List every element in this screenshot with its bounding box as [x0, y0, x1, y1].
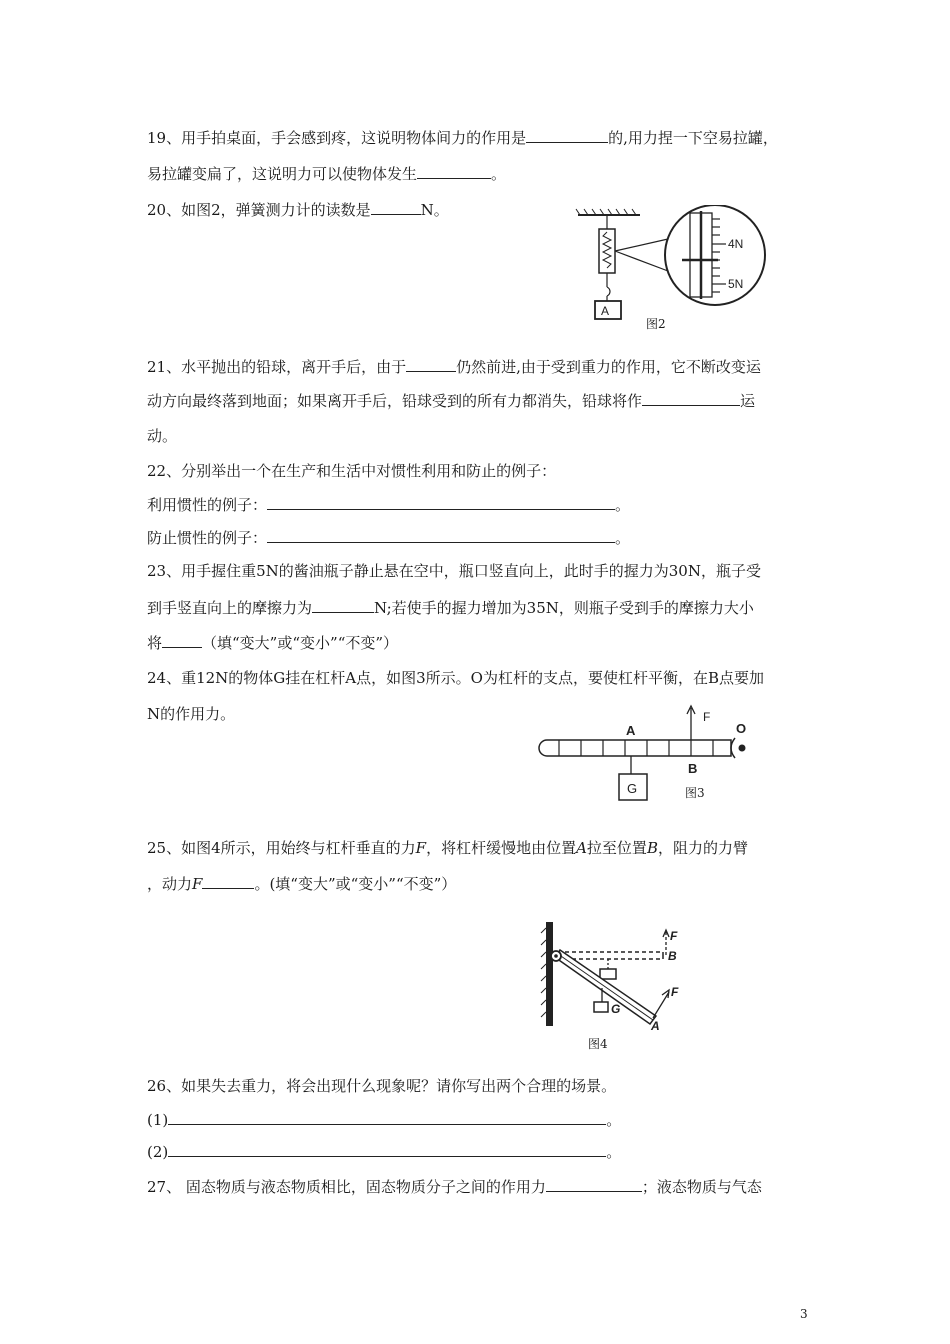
q25-var-a: A — [576, 839, 587, 857]
q25-text-b: ，将杠杆缓慢地由位置 — [426, 839, 577, 857]
q25-blank[interactable] — [202, 874, 254, 889]
q19-text-c: 易拉罐变扁了，这说明力可以使物体发生 — [147, 165, 418, 183]
q23-blank-2[interactable] — [162, 633, 202, 648]
q23-text-a: 23、用手握住重5N的酱油瓶子静止悬在空中，瓶口竖直向上，此时手的握力为30N，瓶子受 — [147, 562, 761, 580]
q26-blank-2[interactable] — [168, 1142, 606, 1157]
q22-text-c: 防止惯性的例子： — [147, 529, 268, 547]
figure-4-lever-positions — [538, 918, 698, 1030]
fig2-block-label: A — [601, 304, 610, 318]
q21-text-a: 21、水平抛出的铅球，离开手后，由于 — [147, 358, 407, 376]
q26-end-1: 。 — [606, 1111, 622, 1129]
q26-item-2 — [147, 1142, 621, 1162]
q25-var-f2: F — [192, 875, 203, 893]
q26-line1 — [147, 1076, 616, 1096]
q20-text-a: 20、如图2，弹簧测力计的读数是 — [147, 201, 371, 219]
q22-line3 — [147, 528, 630, 548]
q25-text-e: ，动力 — [147, 875, 193, 893]
q25-text-d: ，阻力的力臂 — [657, 839, 748, 857]
q23-blank-1[interactable] — [312, 598, 374, 613]
figure-2-caption: 图2 — [646, 317, 666, 331]
q20-line1 — [147, 200, 449, 220]
q26-label-1: (1) — [147, 1111, 169, 1129]
fig3-label-f: F — [703, 710, 711, 724]
q21-line1 — [147, 357, 761, 377]
q21-blank-1[interactable] — [406, 357, 456, 372]
q19-blank-2[interactable] — [417, 164, 491, 179]
q27-blank[interactable] — [546, 1177, 642, 1192]
q23-line2 — [147, 598, 754, 618]
q24-line1 — [147, 668, 764, 688]
q25-var-f: F — [415, 839, 427, 857]
q22-text-b: 利用惯性的例子： — [147, 496, 268, 514]
q23-text-d: 将 — [147, 634, 163, 652]
q26-item-1 — [147, 1110, 621, 1130]
q22-line1 — [147, 461, 556, 481]
q22-text-a: 22、分别举出一个在生产和生活中对惯性利用和防止的例子： — [147, 462, 557, 480]
q21-line3 — [147, 426, 177, 446]
q25-var-b: B — [646, 839, 658, 857]
q19-line2 — [147, 164, 506, 184]
q21-text-e: 动。 — [147, 427, 178, 445]
q27-text-a: 27、 固态物质与液态物质相比，固态物质分子之间的作用力 — [147, 1178, 546, 1196]
q25-line2 — [147, 874, 456, 894]
q27-text-b: ；液态物质与气态 — [641, 1178, 762, 1196]
q22-end-1: 。 — [615, 496, 631, 514]
q25-line1 — [147, 838, 748, 858]
q26-label-2: (2) — [147, 1143, 169, 1161]
fig4-label-f-bottom: F — [671, 985, 679, 999]
fig4-label-a: A — [651, 1019, 660, 1030]
fig4-label-b: B — [668, 949, 677, 963]
q23-line3 — [147, 633, 398, 653]
q21-text-b: 仍然前进,由于受到重力的作用，它不断改变运 — [456, 358, 761, 376]
q23-text-c: N;若使手的握力增加为35N，则瓶子受到手的摩擦力大小 — [374, 599, 754, 617]
q21-line2 — [147, 391, 755, 411]
q24-text-a: 24、重12N的物体G挂在杠杆A点，如图3所示。O为杠杆的支点，要使杠杆平衡，在B点要加 — [147, 669, 764, 687]
q23-line1 — [147, 561, 761, 581]
figure-4-caption: 图4 — [588, 1037, 608, 1051]
q24-text-b: N的作用力。 — [147, 705, 236, 723]
q26-text-a: 26、如果失去重力，将会出现什么现象呢？请你写出两个合理的场景。 — [147, 1077, 617, 1095]
q20-text-b: N。 — [420, 201, 449, 219]
q22-end-2: 。 — [615, 529, 631, 547]
fig2-label-5n: 5N — [728, 277, 744, 291]
q20-blank[interactable] — [371, 200, 421, 215]
q23-text-b: 到手竖直向上的摩擦力为 — [147, 599, 313, 617]
q21-text-d: 运 — [740, 392, 756, 410]
figure-3-lever — [535, 700, 765, 806]
q22-blank-2[interactable] — [267, 528, 615, 543]
q19-text-a: 19、用手拍桌面，手会感到疼，这说明物体间力的作用是 — [147, 129, 527, 147]
q26-blank-1[interactable] — [168, 1110, 606, 1125]
fig3-caption: 图3 — [685, 786, 705, 800]
q27-line1 — [147, 1177, 762, 1197]
q22-blank-1[interactable] — [267, 495, 615, 510]
fig3-label-o: O — [736, 721, 747, 736]
q22-line2 — [147, 495, 630, 515]
q25-text-a: 25、如图4所示，用始终与杠杆垂直的力 — [147, 839, 416, 857]
fig4-label-f-top: F — [670, 929, 678, 943]
figure-2-spring-scale — [570, 205, 790, 333]
fig3-label-a: A — [626, 723, 636, 738]
q21-blank-2[interactable] — [642, 391, 740, 406]
q21-text-c: 动方向最终落到地面；如果离开手后，铅球受到的所有力都消失，铅球将作 — [147, 392, 643, 410]
q23-text-e: （填“变大”或“变小”“不变”） — [202, 634, 399, 652]
q26-end-2: 。 — [606, 1143, 622, 1161]
page-number: 3 — [800, 1307, 808, 1321]
q19-line1 — [147, 128, 778, 148]
q19-text-b: 的,用力捏一下空易拉罐， — [608, 129, 778, 147]
q19-text-d: 。 — [491, 165, 507, 183]
fig3-label-b: B — [688, 761, 698, 776]
fig2-label-4n: 4N — [728, 237, 744, 251]
fig4-label-g: G — [611, 1002, 621, 1016]
q24-line2 — [147, 704, 235, 724]
q19-blank-1[interactable] — [526, 128, 608, 143]
q25-text-c: 拉至位置 — [586, 839, 647, 857]
q25-text-f: 。(填“变大”或“变小”“不变”） — [254, 875, 457, 893]
fig3-label-g: G — [627, 781, 638, 796]
